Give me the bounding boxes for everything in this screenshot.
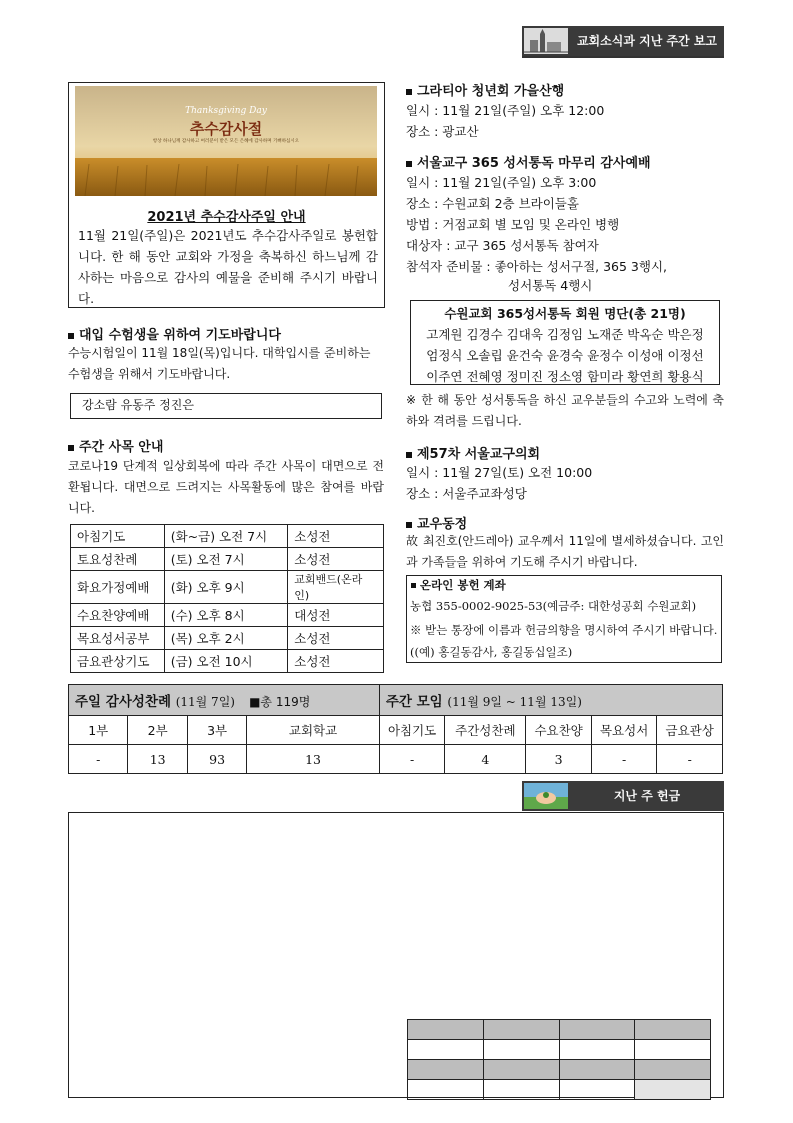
seoul365-line-5: 참석자 준비물 : 좋아하는 성서구절, 365 3행시,	[406, 259, 668, 274]
attendance-column-header: 아침기도	[379, 716, 445, 745]
online-offering-note: ※ 받는 통장에 이름과 헌금의향을 명시하여 주시기 바랍니다.((예) 홍길동감사, 홍길동십일조)	[410, 623, 718, 659]
seoul365-line-2: 장소 : 수원교회 2층 브라이들홀	[406, 196, 579, 211]
council-title: 제57차 서울교구의회	[406, 443, 540, 462]
schedule-activity: 아침기도	[71, 525, 165, 548]
schedule-place: 소성전	[288, 525, 384, 548]
sunday-header: 주일 감사성찬례 (11월 7일) ■총 119명	[69, 685, 380, 716]
condolence-title: 교우동정	[406, 513, 467, 532]
seoul365-note: ※ 한 해 동안 성서통독을 하신 교우분들의 수고와 노력에 축하와 격려를 드립니다.	[406, 393, 724, 428]
offering-table	[407, 1019, 711, 1100]
schedule-row	[71, 571, 384, 604]
banner-title: 추수감사절	[189, 120, 263, 138]
schedule-time: (화~금) 오전 7시	[164, 525, 288, 548]
attendance-value: 4	[445, 745, 526, 774]
offering-hands-icon	[524, 783, 568, 809]
schedule-row	[71, 604, 384, 627]
exam-names: 강소람 유동주 정진은	[82, 398, 194, 412]
header-title: 교회소식과 지난 주간 보고	[576, 34, 718, 48]
schedule-activity: 화요가정예배	[71, 571, 165, 604]
schedule-place: 대성전	[288, 604, 384, 627]
schedule-row	[71, 525, 384, 548]
weekly-schedule-table	[70, 524, 384, 673]
gratia-title: 그라티아 청년회 가을산행	[406, 80, 564, 99]
schedule-time: (토) 오전 7시	[164, 548, 288, 571]
weekly-body: 코로나19 단계적 일상회복에 따라 주간 사목이 대면으로 전환됩니다. 대면으로 드려지는 사목활동에 많은 참여를 바랍니다.	[68, 459, 384, 515]
offering-title: 지난 주 헌금	[613, 789, 681, 803]
attendance-column-header: 주간성찬례	[445, 716, 526, 745]
thanksgiving-body: 11월 21일(주일)은 2021년도 추수감사주일로 봉헌합니다. 한 해 동안 교회와 가정을 축복하신 하느님께 감사하는 마음으로 감사의 예물을 준비해 주시기 바랍니다.	[78, 228, 378, 306]
attendance-value: -	[657, 745, 723, 774]
attendance-value: -	[591, 745, 657, 774]
attendance-value: -	[379, 745, 445, 774]
exam-prayer-title: 대입 수험생을 위하여 기도바랍니다	[68, 324, 281, 343]
attendance-value: 13	[247, 745, 380, 774]
online-offering-title: 온라인 봉헌 계좌	[411, 577, 506, 593]
banner-subtitle: 항상 하나님께 감사하고 여러분이 받은 모든 은혜에 감사하며 기뻐하십시오	[152, 139, 300, 144]
gratia-line-2: 장소 : 광교산	[406, 124, 479, 139]
attendance-value: 93	[187, 745, 246, 774]
seoul365-line-3: 방법 : 거점교회 별 모임 및 온라인 병행	[406, 217, 620, 232]
council-line-1: 일시 : 11월 27일(토) 오전 10:00	[406, 465, 593, 480]
banner-script: Thanksgiving Day	[185, 106, 267, 116]
schedule-place: 소성전	[288, 548, 384, 571]
gratia-line-1: 일시 : 11월 21일(주일) 오후 12:00	[406, 103, 605, 118]
attendance-column-header: 금요관상	[657, 716, 723, 745]
seoul365-title: 서울교구 365 성서통독 마무리 감사예배	[406, 152, 651, 171]
header-rule	[522, 56, 724, 58]
seoul365-line-4: 대상자 : 교구 365 성서통독 참여자	[406, 238, 599, 253]
attendance-column-header: 3부	[187, 716, 246, 745]
roster-row: 이주연 전혜영 정미진 정소영 함미라 황연희 황용식	[426, 369, 704, 384]
schedule-activity: 금요관상기도	[71, 650, 165, 673]
attendance-value: 3	[526, 745, 592, 774]
schedule-row	[71, 548, 384, 571]
attendance-value: -	[69, 745, 128, 774]
schedule-time: (수) 오후 8시	[164, 604, 288, 627]
schedule-place: 소성전	[288, 627, 384, 650]
roster-row: 엄정식 오솔립 윤건숙 윤경숙 윤정수 이성애 이정선	[426, 348, 704, 363]
seoul365-line-1: 일시 : 11월 21일(주일) 오후 3:00	[406, 175, 597, 190]
attendance-value: 13	[128, 745, 187, 774]
attendance-column-header: 수요찬양	[526, 716, 592, 745]
schedule-activity: 토요성찬례	[71, 548, 165, 571]
schedule-activity: 수요찬양예배	[71, 604, 165, 627]
condolence-body: 故 최진호(안드레아) 교우께서 11일에 별세하셨습니다. 고인과 가족들을 위하여 기도해 주시기 바랍니다.	[406, 534, 724, 569]
attendance-column-header: 목요성서	[591, 716, 657, 745]
attendance-column-header: 교회학교	[247, 716, 380, 745]
exam-prayer-body: 수능시험일이 11월 18일(목)입니다. 대학입시를 준비하는 수험생을 위해서 기도바랍니다.	[68, 346, 371, 381]
weekly-header: 주간 모임 (11월 9일 ~ 11월 13일)	[379, 685, 722, 716]
attendance-column-header: 1부	[69, 716, 128, 745]
council-line-2: 장소 : 서울주교좌성당	[406, 486, 527, 501]
seoul365-line-6: 성서통독 4행시	[508, 278, 593, 293]
thanksgiving-heading: 2021년 추수감사주일 안내	[147, 210, 306, 225]
attendance-table	[68, 684, 723, 774]
schedule-activity: 목요성서공부	[71, 627, 165, 650]
schedule-place: 소성전	[288, 650, 384, 673]
roster-row: 고계원 김경수 김대욱 김정임 노재준 박옥순 박은정	[426, 327, 704, 342]
church-icon	[524, 28, 568, 54]
online-offering-account: 농협 355-0002-9025-53(예금주: 대한성공회 수원교회)	[410, 599, 697, 613]
roster-box	[410, 300, 720, 385]
roster-title: 수원교회 365성서통독 회원 명단(총 21명)	[444, 306, 686, 321]
attendance-column-header: 2부	[128, 716, 187, 745]
weekly-title: 주간 사목 안내	[68, 436, 163, 455]
schedule-row	[71, 627, 384, 650]
schedule-time: (화) 오후 9시	[164, 571, 288, 604]
schedule-row	[71, 650, 384, 673]
schedule-time: (목) 오후 2시	[164, 627, 288, 650]
schedule-place: 교회밴드(온라인)	[288, 571, 384, 604]
schedule-time: (금) 오전 10시	[164, 650, 288, 673]
